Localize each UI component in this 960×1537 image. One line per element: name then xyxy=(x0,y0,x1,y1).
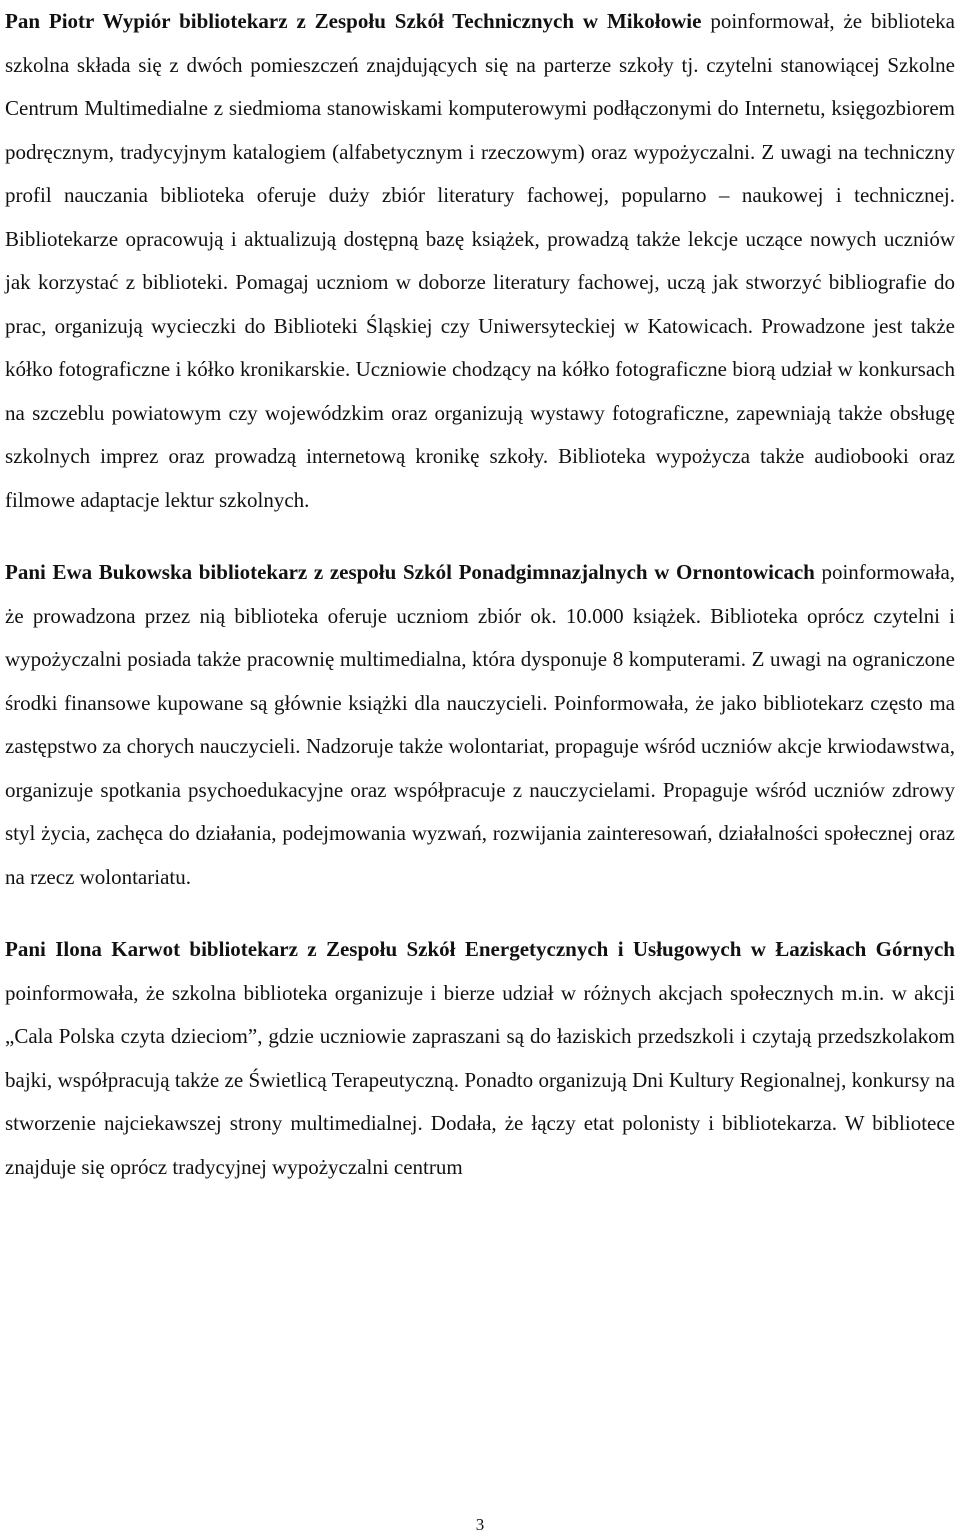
paragraph-lead: Pani Ilona Karwot bibliotekarz z Zespołu Szkół Energetycznych i Usługowych w Łaziskach Górnych xyxy=(5,937,955,961)
paragraph-ewa-bukowska xyxy=(5,551,955,899)
paragraph-body: poinformowała, że prowadzona przez nią biblioteka oferuje uczniom zbiór ok. 10.000 książek. Biblioteka oprócz czytelni i wypożyczalni posiada także pracownię multimedialna, która dysponuje 8 komputerami. Z uwagi na ograniczone środki finansowe kupowane są głównie książki dla nauczycieli. Poinformowała, że jako bibliotekarz często ma zastępstwo za chorych nauczycieli. Nadzoruje także wolontariat, propaguje wśród uczniów akcje krwiodawstwa, organizuje spotkania psychoedukacyjne oraz współpracuje z nauczycielami. Propaguje wśród uczniów zdrowy styl życia, zachęca do działania, podejmowania wyzwań, rozwijania zainteresowań, działalności społecznej oraz na rzecz wolontariatu. xyxy=(5,560,956,889)
document-page xyxy=(5,0,955,1189)
paragraph-lead: Pan Piotr Wypiór bibliotekarz z Zespołu Szkół Technicznych w Mikołowie xyxy=(5,9,702,33)
paragraph-body: poinformował, że biblioteka szkolna składa się z dwóch pomieszczeń znajdujących się na parterze szkoły tj. czytelni stanowiącej Szkolne Centrum Multimedialne z siedmioma stanowiskami komputerowymi podłączonymi do Internetu, księgozbiorem podręcznym, tradycyjnym katalogiem (alfabetycznym i rzeczowym) oraz wypożyczalni. Z uwagi na techniczny profil nauczania biblioteka oferuje duży zbiór literatury fachowej, popularno – naukowej i technicznej. Bibliotekarze opracowują i aktualizują dostępną bazę książek, prowadzą także lekcje uczące nowych uczniów jak korzystać z biblioteki. Pomagaj uczniom w doborze literatury fachowej, uczą jak stworzyć bibliografie do prac, organizują wycieczki do Biblioteki Śląskiej czy Uniwersyteckiej w Katowicach. Prowadzone jest także kółko fotograficzne i kółko kronikarskie. Uczniowie chodzący na kółko fotograficzne biorą udział w konkursach na szczeblu powiatowym czy wojewódzkim oraz organizują wystawy fotograficzne, zapewniają także obsługę szkolnych imprez oraz prowadzą internetową kronikę szkoły. Biblioteka wypożycza także audiobooki oraz filmowe adaptacje lektur szkolnych. xyxy=(5,9,955,512)
paragraph-lead: Pani Ewa Bukowska bibliotekarz z zespołu Szkól Ponadgimnazjalnych w Ornontowicach xyxy=(5,560,815,584)
paragraph-body: poinformowała, że szkolna biblioteka organizuje i bierze udział w różnych akcjach społecznych m.in. w akcji „Cala Polska czyta dzieciom”, gdzie uczniowie zapraszani są do łaziskich przedszkoli i czytają przedszkolakom bajki, współpracują także ze Świetlicą Terapeutyczną. Ponadto organizują Dni Kultury Regionalnej, konkursy na stworzenie najciekawszej strony multimedialnej. Dodała, że łączy etat polonisty i bibliotekarza. W bibliotece znajduje się oprócz tradycyjnej wypożyczalni centrum xyxy=(5,980,955,1179)
paragraph-piotr-wypior xyxy=(5,0,955,522)
paragraph-ilona-karwot xyxy=(5,928,955,1189)
page-number: 3 xyxy=(475,1515,485,1534)
